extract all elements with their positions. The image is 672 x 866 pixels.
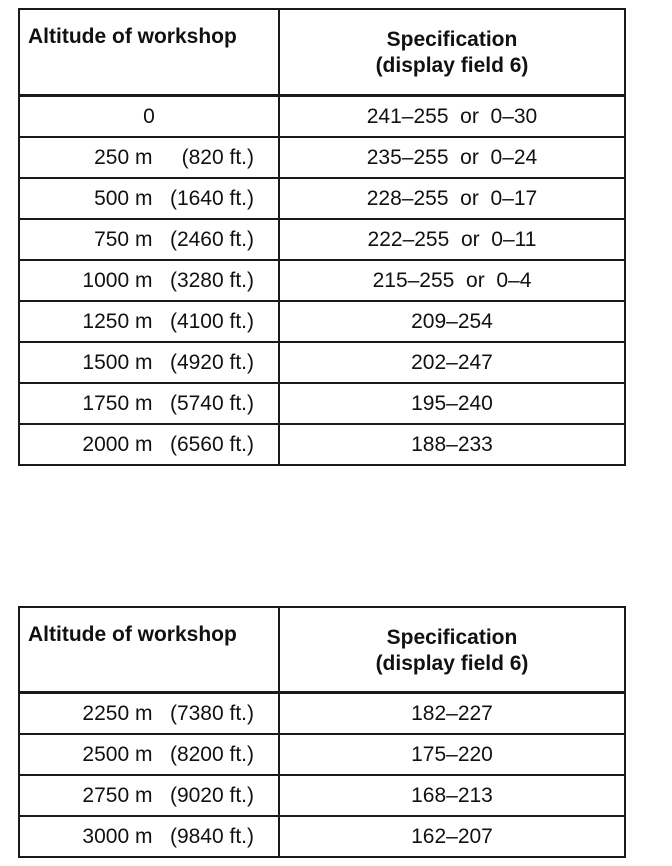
table-row	[19, 693, 625, 735]
altitude-cell: 1000 m (3280 ft.)	[19, 260, 279, 301]
altitude-cell: 2250 m (7380 ft.)	[19, 693, 279, 735]
table-header-row	[19, 607, 625, 693]
specification-cell: 215–255 or 0–4	[279, 260, 625, 301]
table-row	[19, 775, 625, 816]
altitude-column-header: Altitude of workshop	[19, 9, 279, 96]
altitude-cell: 250 m (820 ft.)	[19, 137, 279, 178]
altitude-cell: 1500 m (4920 ft.)	[19, 342, 279, 383]
table-row	[19, 383, 625, 424]
table-row	[19, 342, 625, 383]
specification-cell: 188–233	[279, 424, 625, 465]
altitude-cell: 2000 m (6560 ft.)	[19, 424, 279, 465]
altitude-cell: 500 m (1640 ft.)	[19, 178, 279, 219]
specification-cell: 162–207	[279, 816, 625, 857]
specification-cell: 195–240	[279, 383, 625, 424]
specification-cell: 228–255 or 0–17	[279, 178, 625, 219]
specification-header-line2: (display field 6)	[375, 651, 529, 675]
altitude-cell: 1750 m (5740 ft.)	[19, 383, 279, 424]
specification-column-header	[279, 9, 625, 96]
specification-cell: 182–227	[279, 693, 625, 735]
table-header-row	[19, 9, 625, 96]
specification-cell: 241–255 or 0–30	[279, 96, 625, 138]
table-row	[19, 219, 625, 260]
specification-cell: 209–254	[279, 301, 625, 342]
specification-cell: 235–255 or 0–24	[279, 137, 625, 178]
specification-cell: 168–213	[279, 775, 625, 816]
specification-cell: 175–220	[279, 734, 625, 775]
table-row	[19, 301, 625, 342]
altitude-column-header: Altitude of workshop	[19, 607, 279, 693]
table-row	[19, 137, 625, 178]
altitude-spec-table-1	[18, 8, 626, 466]
table-row	[19, 424, 625, 465]
altitude-cell: 2750 m (9020 ft.)	[19, 775, 279, 816]
specification-header-line2: (display field 6)	[375, 54, 529, 77]
table-row	[19, 734, 625, 775]
specification-header-line1: Specification	[386, 625, 518, 649]
altitude-cell: 1250 m (4100 ft.)	[19, 301, 279, 342]
altitude-cell: 2500 m (8200 ft.)	[19, 734, 279, 775]
specification-cell: 222–255 or 0–11	[279, 219, 625, 260]
altitude-cell: 750 m (2460 ft.)	[19, 219, 279, 260]
altitude-spec-table-2	[18, 606, 626, 858]
table-row	[19, 260, 625, 301]
specification-column-header	[279, 607, 625, 693]
table-row	[19, 816, 625, 857]
table-row	[19, 178, 625, 219]
specification-header-line1: Specification	[386, 28, 518, 51]
table-row	[19, 96, 625, 138]
altitude-cell: 0	[19, 96, 279, 138]
altitude-cell: 3000 m (9840 ft.)	[19, 816, 279, 857]
specification-cell: 202–247	[279, 342, 625, 383]
